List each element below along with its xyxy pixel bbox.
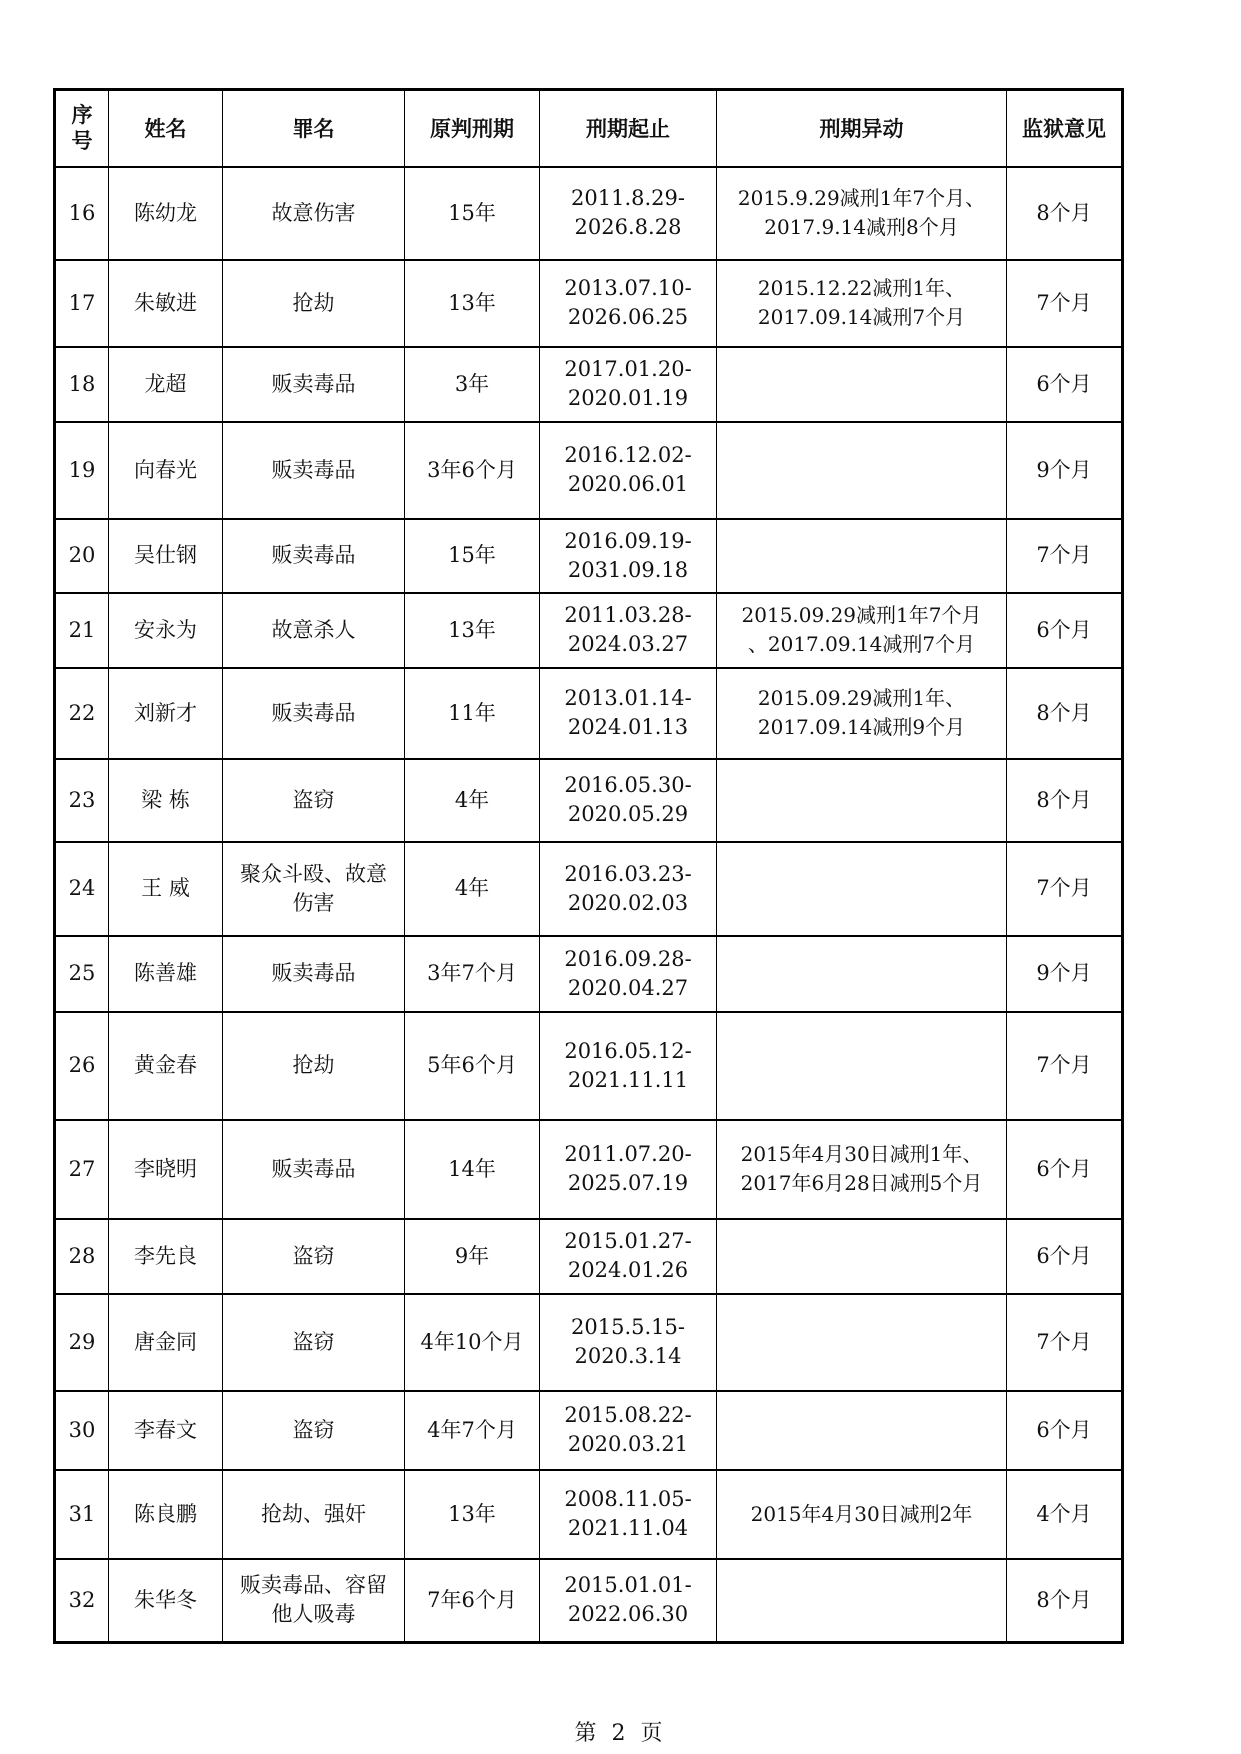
cell-change [717, 167, 1007, 260]
name-text: 陈幼龙 [134, 200, 197, 225]
cell-sentence [405, 347, 540, 422]
table-row [55, 1012, 1123, 1120]
cell-sentence [405, 1120, 540, 1219]
name-text: 唐金同 [134, 1329, 197, 1354]
opinion-text: 4个月 [1036, 1501, 1092, 1526]
no-text: 30 [68, 1417, 96, 1442]
no-text: 26 [68, 1053, 96, 1077]
table-row [55, 593, 1123, 668]
sentence-text: 3年6个月 [427, 457, 517, 482]
cell-change [717, 260, 1007, 347]
cell-sentence [405, 1470, 540, 1559]
period-end: 2022.06.30 [567, 1602, 689, 1627]
table-row [55, 519, 1123, 593]
opinion-text: 9个月 [1036, 457, 1092, 482]
sentence-text: 13年 [448, 1501, 496, 1526]
header-col-no: 序号 [55, 90, 109, 167]
cell-period [540, 759, 717, 842]
cell-opinion [1007, 167, 1123, 260]
cell-sentence [405, 1219, 540, 1294]
period-start: 2013.01.14- [564, 686, 692, 710]
period-end: 2025.07.19 [567, 1171, 689, 1195]
change-line: 2015.09.29减刑1年、 [757, 686, 966, 710]
cell-no [55, 1559, 109, 1643]
cell-period [540, 1391, 717, 1470]
cell-sentence [405, 759, 540, 842]
cell-change [717, 936, 1007, 1012]
cell-opinion [1007, 1391, 1123, 1470]
cell-opinion [1007, 842, 1123, 936]
no-text: 22 [68, 700, 96, 725]
cell-change [717, 668, 1007, 759]
sentence-text: 9年 [454, 1243, 490, 1268]
cell-no [55, 519, 109, 593]
no-text: 31 [68, 1501, 96, 1526]
period-start: 2011.07.20- [564, 1142, 692, 1166]
cell-no [55, 759, 109, 842]
cell-name [109, 519, 223, 593]
opinion-text: 6个月 [1036, 371, 1092, 396]
cell-name [109, 1559, 223, 1643]
cell-name [109, 842, 223, 936]
no-text: 27 [68, 1156, 96, 1181]
period-end: 2020.02.03 [567, 890, 689, 915]
cell-period [540, 422, 717, 519]
period-start: 2016.12.02- [564, 443, 692, 467]
cell-crime [223, 593, 405, 668]
sentence-text: 4年 [454, 876, 490, 900]
cell-crime [223, 422, 405, 519]
period-start: 2011.8.29- [571, 186, 685, 210]
sentence-text: 3年7个月 [427, 961, 517, 985]
cell-period [540, 842, 717, 936]
cell-opinion [1007, 759, 1123, 842]
period-end: 2024.03.27 [567, 632, 689, 656]
cell-name [109, 593, 223, 668]
period-start: 2015.5.15- [571, 1315, 685, 1339]
cell-name [109, 1294, 223, 1391]
no-text: 17 [68, 290, 96, 315]
cell-sentence [405, 668, 540, 759]
opinion-text: 7个月 [1036, 1053, 1092, 1077]
cell-no [55, 347, 109, 422]
sentence-text: 13年 [448, 617, 496, 642]
table-row [55, 347, 1123, 422]
cell-period [540, 519, 717, 593]
cell-crime [223, 347, 405, 422]
opinion-text: 7个月 [1036, 543, 1092, 567]
cell-sentence [405, 519, 540, 593]
cell-name [109, 668, 223, 759]
no-text: 16 [68, 200, 96, 225]
sentence-text: 15年 [448, 543, 496, 567]
table-row [55, 1391, 1123, 1470]
cell-crime [223, 842, 405, 936]
cell-name [109, 1120, 223, 1219]
cell-sentence [405, 936, 540, 1012]
cell-crime [223, 1012, 405, 1120]
opinion-text: 6个月 [1036, 1156, 1092, 1181]
name-text: 安永为 [134, 617, 197, 642]
change-line: 2015年4月30日减刑2年 [750, 1501, 973, 1526]
cell-name [109, 759, 223, 842]
no-text: 20 [68, 543, 96, 567]
crime-text: 抢劫、强奸 [261, 1501, 366, 1526]
crime-text: 盗窃 [292, 1329, 335, 1354]
cell-crime [223, 759, 405, 842]
cell-period [540, 593, 717, 668]
cell-no [55, 1391, 109, 1470]
cell-period [540, 1294, 717, 1391]
cell-period [540, 668, 717, 759]
name-text: 黄金春 [134, 1053, 197, 1077]
sentence-text: 11年 [448, 700, 496, 725]
change-line: 2017.09.14减刑7个月 [757, 305, 966, 329]
table-row [55, 1219, 1123, 1294]
crime-text: 贩卖毒品 [271, 457, 356, 482]
crime-text: 抢劫 [292, 290, 335, 315]
table-row [55, 260, 1123, 347]
cell-no [55, 1219, 109, 1294]
cell-crime [223, 1470, 405, 1559]
no-text: 29 [68, 1329, 96, 1354]
cell-name [109, 167, 223, 260]
cell-no [55, 1120, 109, 1219]
opinion-text: 8个月 [1036, 787, 1092, 812]
period-end: 2026.8.28 [574, 215, 682, 239]
opinion-text: 8个月 [1036, 1587, 1092, 1612]
cell-change [717, 347, 1007, 422]
sentence-text: 5年6个月 [427, 1053, 517, 1077]
no-text: 21 [68, 617, 96, 642]
cell-crime [223, 167, 405, 260]
header-col-opinion: 监狱意见 [1007, 90, 1123, 167]
opinion-text: 7个月 [1036, 876, 1092, 900]
cell-period [540, 1559, 717, 1643]
header-col-crime: 罪名 [223, 90, 405, 167]
cell-sentence [405, 1559, 540, 1643]
table-row [55, 1470, 1123, 1559]
cell-crime [223, 936, 405, 1012]
name-text: 李晓明 [134, 1156, 197, 1181]
name-text: 向春光 [134, 457, 197, 482]
name-text: 梁 栋 [141, 787, 190, 812]
sentence-text: 13年 [448, 290, 496, 315]
crime-text: 盗窃 [292, 1417, 335, 1442]
period-start: 2015.08.22- [564, 1403, 692, 1427]
cell-change [717, 1219, 1007, 1294]
period-end: 2020.05.29 [567, 802, 689, 826]
cell-period [540, 1219, 717, 1294]
crime-text: 贩卖毒品 [271, 371, 356, 396]
cell-sentence [405, 422, 540, 519]
cell-no [55, 1012, 109, 1120]
cell-opinion [1007, 936, 1123, 1012]
period-start: 2017.01.20- [564, 357, 692, 381]
cell-name [109, 1012, 223, 1120]
change-line: 2015.9.29减刑1年7个月、 [737, 186, 986, 210]
sentence-text: 3年 [454, 371, 490, 396]
cell-opinion [1007, 1219, 1123, 1294]
name-text: 朱华冬 [134, 1587, 197, 1612]
no-text: 25 [68, 961, 96, 985]
period-start: 2013.07.10- [564, 276, 692, 300]
cell-period [540, 1012, 717, 1120]
opinion-text: 6个月 [1036, 617, 1092, 642]
cell-no [55, 422, 109, 519]
page-number: 第 2 页 [574, 1721, 667, 1746]
header-col-sentence: 原判刑期 [405, 90, 540, 167]
crime-text: 聚众斗殴、故意伤害 [240, 861, 387, 915]
cell-no [55, 1470, 109, 1559]
opinion-text: 9个月 [1036, 961, 1092, 985]
cell-name [109, 1391, 223, 1470]
cell-sentence [405, 1294, 540, 1391]
change-line: 2017.09.14减刑9个月 [757, 715, 966, 739]
cell-opinion [1007, 1294, 1123, 1391]
change-line: 2015年4月30日减刑1年、 [740, 1142, 983, 1166]
opinion-text: 6个月 [1036, 1417, 1092, 1442]
no-text: 18 [68, 371, 96, 396]
cell-no [55, 260, 109, 347]
cell-crime [223, 1559, 405, 1643]
sentence-text: 15年 [448, 200, 496, 225]
sentence-text: 4年 [454, 787, 490, 812]
name-text: 刘新才 [134, 700, 197, 725]
cell-period [540, 1120, 717, 1219]
cell-sentence [405, 593, 540, 668]
table-row [55, 759, 1123, 842]
cell-opinion [1007, 519, 1123, 593]
header-col-period: 刑期起止 [540, 90, 717, 167]
period-start: 2016.09.28- [564, 946, 692, 971]
cell-period [540, 260, 717, 347]
cell-change [717, 1470, 1007, 1559]
change-line: 2015.09.29减刑1年7个月 [741, 603, 982, 627]
cell-name [109, 1470, 223, 1559]
no-text: 19 [68, 457, 96, 482]
cell-opinion [1007, 1559, 1123, 1643]
opinion-text: 6个月 [1036, 1243, 1092, 1268]
header-col-name: 姓名 [109, 90, 223, 167]
cell-change [717, 593, 1007, 668]
cell-opinion [1007, 1120, 1123, 1219]
period-end: 2021.11.11 [567, 1067, 689, 1092]
crime-text: 盗窃 [292, 1243, 335, 1268]
cell-name [109, 347, 223, 422]
cell-opinion [1007, 1012, 1123, 1120]
crime-text: 贩卖毒品 [271, 700, 356, 725]
cell-change [717, 1294, 1007, 1391]
no-text: 24 [68, 876, 96, 900]
sentence-text: 7年6个月 [427, 1587, 517, 1612]
cell-change [717, 519, 1007, 593]
cell-no [55, 668, 109, 759]
no-text: 32 [68, 1587, 96, 1612]
cell-change [717, 1120, 1007, 1219]
period-end: 2024.01.26 [567, 1258, 689, 1282]
prisoner-table [53, 88, 1124, 1644]
crime-text: 抢劫 [292, 1053, 335, 1077]
opinion-text: 8个月 [1036, 700, 1092, 725]
cell-period [540, 347, 717, 422]
cell-sentence [405, 1391, 540, 1470]
table-row [55, 1559, 1123, 1643]
period-start: 2015.01.27- [564, 1229, 692, 1253]
cell-change [717, 842, 1007, 936]
name-text: 吴仕钢 [134, 543, 197, 567]
period-start: 2015.01.01- [564, 1573, 692, 1598]
cell-period [540, 936, 717, 1012]
crime-text: 贩卖毒品、容留他人吸毒 [240, 1573, 387, 1627]
cell-name [109, 936, 223, 1012]
header-col-change: 刑期异动 [717, 90, 1007, 167]
cell-opinion [1007, 1470, 1123, 1559]
name-text: 朱敏进 [134, 290, 197, 315]
cell-opinion [1007, 422, 1123, 519]
sentence-text: 4年10个月 [420, 1329, 524, 1354]
cell-period [540, 1470, 717, 1559]
change-line: 2017.9.14减刑8个月 [764, 215, 959, 239]
cell-opinion [1007, 593, 1123, 668]
name-text: 李春文 [134, 1417, 197, 1442]
cell-period [540, 167, 717, 260]
cell-change [717, 759, 1007, 842]
cell-crime [223, 668, 405, 759]
cell-sentence [405, 1012, 540, 1120]
period-end: 2024.01.13 [567, 715, 689, 739]
crime-text: 故意伤害 [271, 200, 356, 225]
cell-opinion [1007, 668, 1123, 759]
name-text: 李先良 [134, 1243, 197, 1268]
cell-no [55, 936, 109, 1012]
cell-crime [223, 1219, 405, 1294]
change-line: 、2017.09.14减刑7个月 [747, 632, 976, 656]
opinion-text: 7个月 [1036, 1329, 1092, 1354]
cell-no [55, 842, 109, 936]
no-text: 28 [68, 1243, 96, 1268]
name-text: 陈善雄 [134, 961, 197, 985]
period-end: 2020.03.21 [567, 1432, 689, 1456]
table-row [55, 167, 1123, 260]
period-end: 2021.11.04 [567, 1516, 689, 1540]
cell-sentence [405, 167, 540, 260]
table-row [55, 842, 1123, 936]
cell-crime [223, 260, 405, 347]
period-start: 2011.03.28- [564, 603, 692, 627]
period-end: 2020.3.14 [574, 1344, 682, 1368]
cell-name [109, 422, 223, 519]
period-start: 2008.11.05- [564, 1487, 692, 1511]
sentence-text: 14年 [448, 1156, 496, 1181]
period-start: 2016.05.30- [564, 773, 692, 797]
cell-crime [223, 519, 405, 593]
cell-opinion [1007, 347, 1123, 422]
cell-change [717, 1391, 1007, 1470]
period-end: 2020.04.27 [567, 975, 689, 1000]
sentence-text: 4年7个月 [427, 1417, 517, 1442]
cell-change [717, 1012, 1007, 1120]
crime-text: 贩卖毒品 [271, 543, 356, 567]
period-start: 2016.03.23- [564, 861, 692, 886]
cell-crime [223, 1294, 405, 1391]
table-row [55, 422, 1123, 519]
cell-change [717, 1559, 1007, 1643]
no-text: 23 [68, 787, 96, 812]
cell-sentence [405, 842, 540, 936]
crime-text: 贩卖毒品 [271, 1156, 356, 1181]
crime-text: 盗窃 [292, 787, 335, 812]
cell-no [55, 1294, 109, 1391]
name-text: 陈良鹏 [134, 1501, 197, 1526]
period-end: 2020.01.19 [567, 386, 689, 410]
period-start: 2016.05.12- [564, 1038, 692, 1063]
cell-no [55, 167, 109, 260]
cell-opinion [1007, 260, 1123, 347]
period-end: 2020.06.01 [567, 472, 689, 496]
cell-sentence [405, 260, 540, 347]
cell-crime [223, 1120, 405, 1219]
cell-change [717, 422, 1007, 519]
cell-name [109, 260, 223, 347]
name-text: 王 威 [141, 876, 190, 900]
name-text: 龙超 [144, 371, 187, 396]
period-end: 2026.06.25 [567, 305, 689, 329]
table-row [55, 668, 1123, 759]
opinion-text: 7个月 [1036, 290, 1092, 315]
change-line: 2015.12.22减刑1年、 [757, 276, 966, 300]
table-row [55, 1120, 1123, 1219]
crime-text: 故意杀人 [271, 617, 356, 642]
opinion-text: 8个月 [1036, 200, 1092, 225]
crime-text: 贩卖毒品 [271, 961, 356, 985]
table-row [55, 1294, 1123, 1391]
table-row [55, 936, 1123, 1012]
cell-no [55, 593, 109, 668]
cell-name [109, 1219, 223, 1294]
period-start: 2016.09.19- [564, 528, 692, 553]
period-end: 2031.09.18 [567, 557, 689, 582]
change-line: 2017年6月28日减刑5个月 [740, 1171, 983, 1195]
cell-crime [223, 1391, 405, 1470]
